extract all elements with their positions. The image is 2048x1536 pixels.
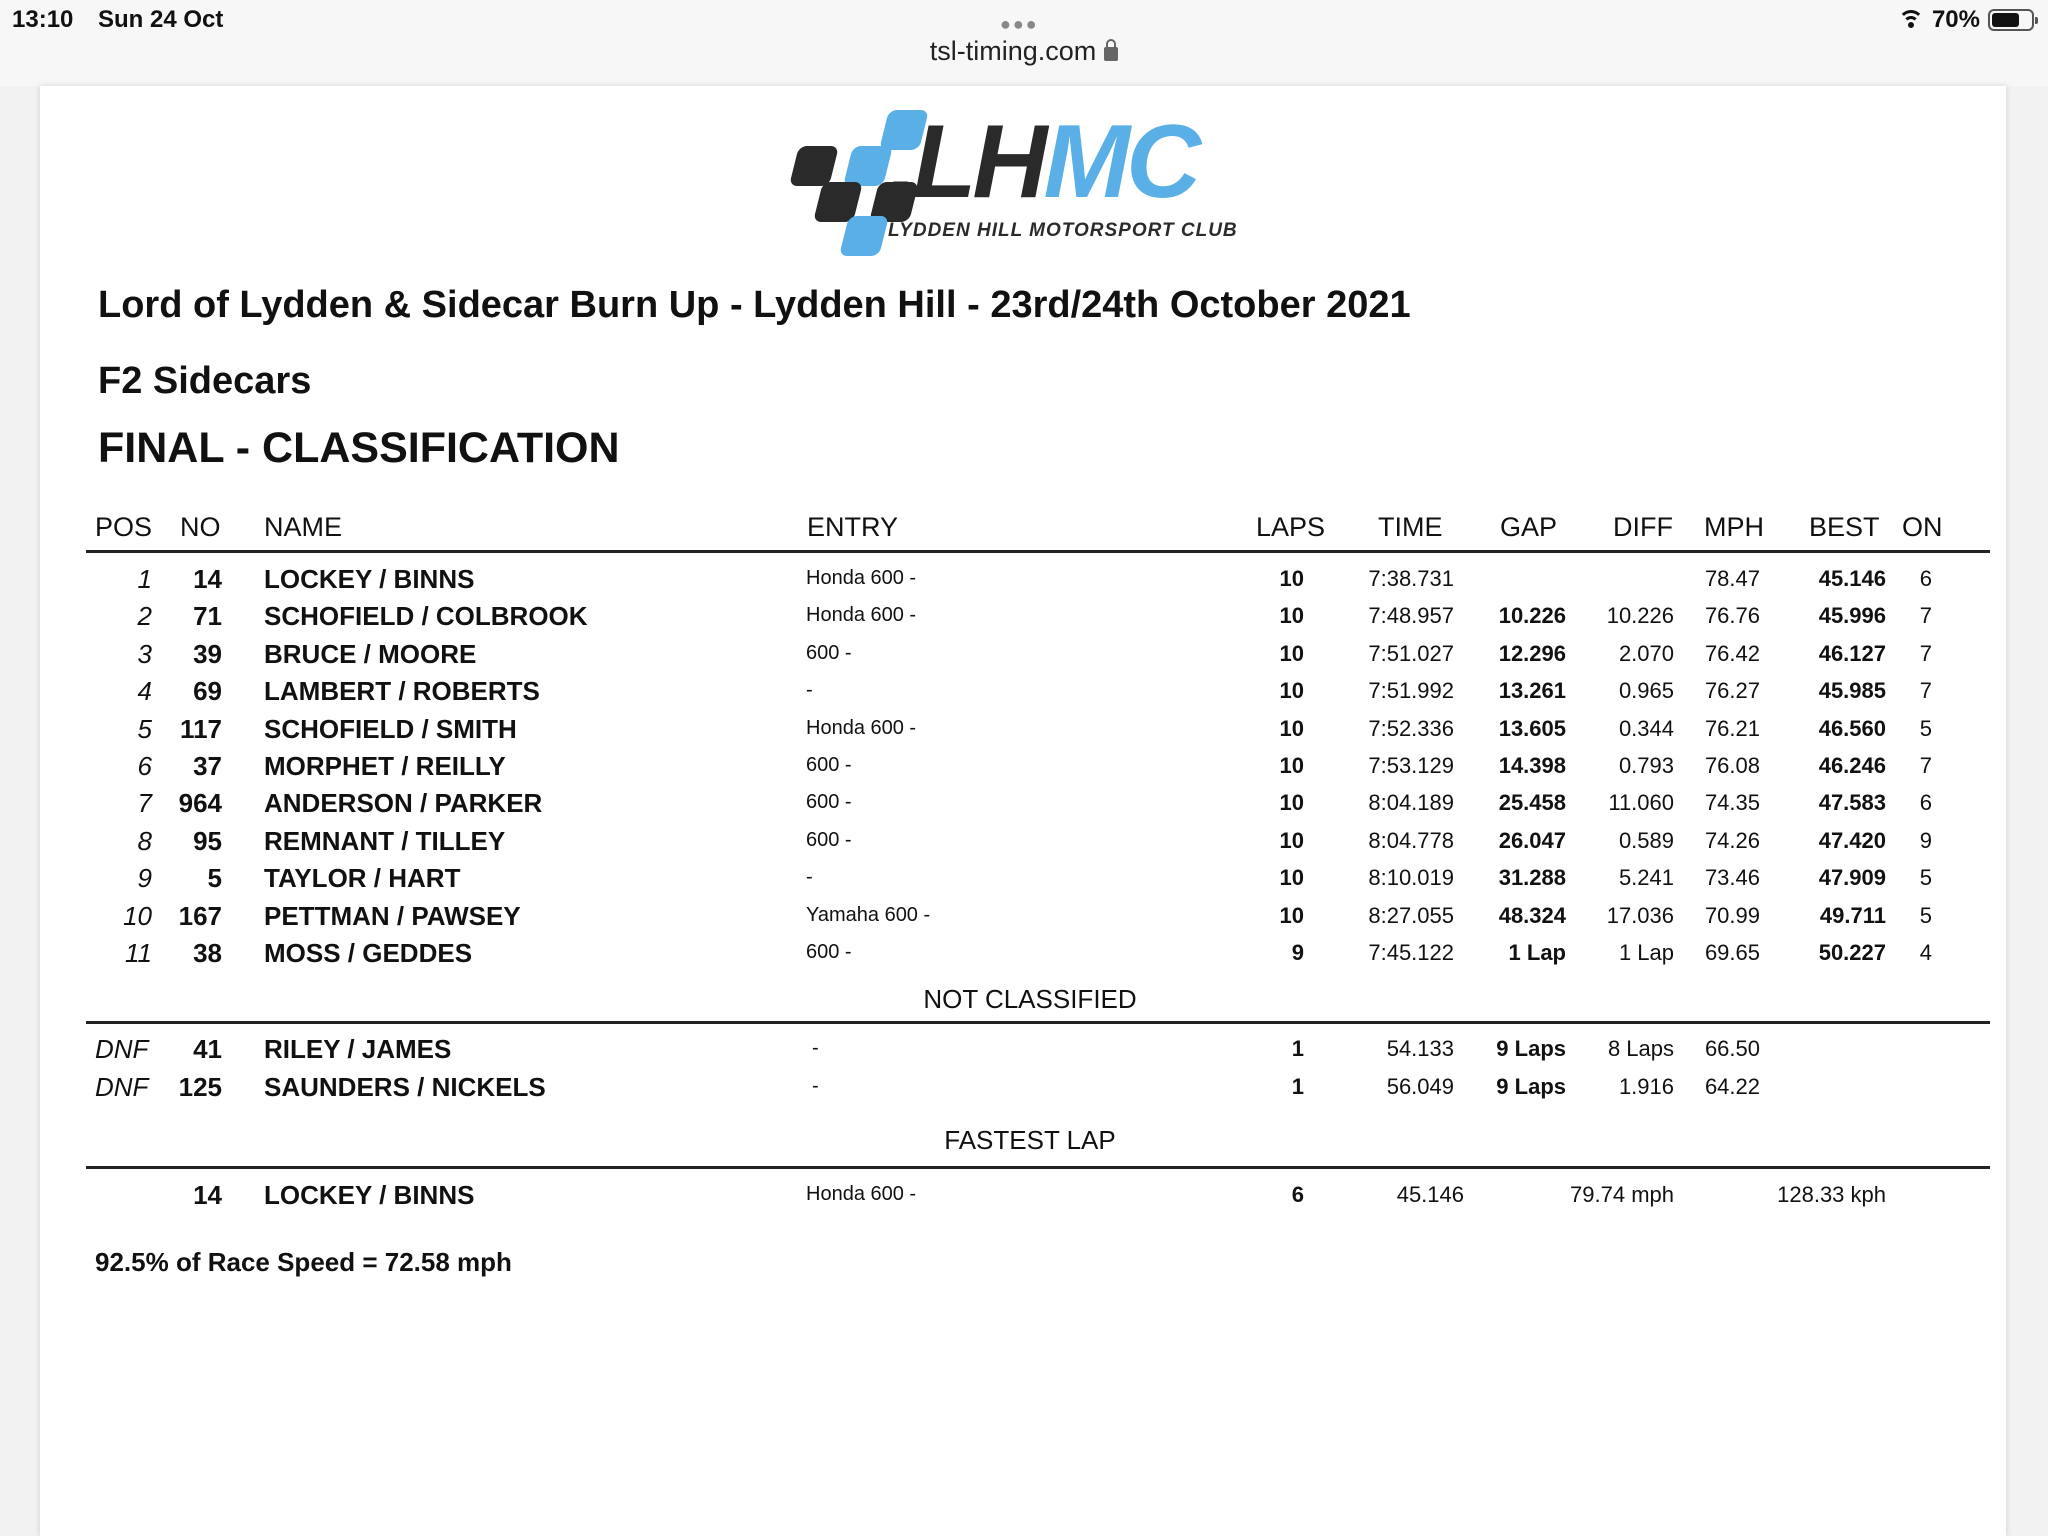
- class-title: F2 Sidecars: [98, 360, 312, 402]
- laps: 1: [1291, 1073, 1304, 1099]
- crew-name: MOSS / GEDDES: [264, 938, 473, 968]
- best-lap: 45.985: [1818, 678, 1886, 704]
- car-number: 95: [193, 825, 222, 856]
- laps: 10: [1279, 753, 1304, 778]
- mph: 73.46: [1704, 865, 1760, 891]
- battery-icon: [1988, 9, 2034, 31]
- position: 10: [123, 900, 152, 931]
- mph: 76.42: [1704, 640, 1760, 666]
- crew-name: LAMBERT / ROBERTS: [264, 676, 540, 707]
- logo-square: [843, 146, 893, 186]
- lap-time: 45.146: [1396, 1182, 1464, 1207]
- gap: 1 Lap: [1508, 940, 1566, 965]
- best-lap: 50.227: [1818, 940, 1886, 965]
- position: 1: [137, 564, 152, 594]
- clock: 13:10: [12, 6, 74, 33]
- crew-name: PETTMAN / PAWSEY: [264, 900, 521, 931]
- laps: 10: [1279, 902, 1304, 928]
- car-number: 38: [193, 938, 222, 968]
- mph: 70.99: [1704, 902, 1760, 928]
- race-time: 7:38.731: [1368, 566, 1454, 591]
- car-number: 5: [207, 863, 222, 894]
- col-header-on: ON: [1902, 512, 1943, 542]
- gap: 13.261: [1498, 678, 1566, 704]
- gap: 48.324: [1498, 902, 1566, 928]
- col-header-laps: LAPS: [1256, 512, 1326, 542]
- race-time: 8:04.778: [1368, 827, 1454, 853]
- diff: 10.226: [1606, 603, 1674, 629]
- best-on-lap: 7: [1919, 640, 1932, 666]
- entry: 600 -: [806, 828, 852, 851]
- gap: 12.296: [1498, 640, 1566, 666]
- col-header-no: NO: [180, 512, 221, 542]
- lap-speed-kph: 128.33 kph: [1777, 1182, 1886, 1207]
- position: 3: [137, 638, 152, 669]
- entry: -: [806, 679, 813, 702]
- race-time: 8:10.019: [1368, 865, 1454, 891]
- col-header-pos: POS: [95, 512, 153, 542]
- race-time: 7:53.129: [1368, 753, 1454, 778]
- best-on-lap: 5: [1919, 902, 1932, 928]
- entry: 600 -: [806, 754, 852, 776]
- laps: 9: [1291, 940, 1304, 965]
- mph: 64.22: [1704, 1073, 1760, 1099]
- mph: 76.76: [1704, 603, 1760, 629]
- position: 8: [137, 825, 152, 856]
- entry: -: [812, 1037, 819, 1059]
- car-number: 167: [178, 900, 222, 931]
- mph: 78.47: [1704, 566, 1760, 591]
- laps: 10: [1279, 715, 1304, 741]
- laps: 10: [1279, 678, 1304, 704]
- event-title: Lord of Lydden & Sidecar Burn Up - Lydden Hill - 23rd/24th October 2021: [98, 284, 1411, 326]
- gap: 13.605: [1498, 715, 1566, 741]
- mph: 76.08: [1704, 753, 1760, 778]
- mph: 76.27: [1704, 678, 1760, 704]
- diff: 0.589: [1618, 827, 1674, 853]
- crew-name: LOCKEY / BINNS: [264, 1180, 475, 1210]
- best-lap: 47.909: [1818, 865, 1886, 891]
- position: 6: [137, 751, 152, 781]
- best-lap: 47.583: [1818, 790, 1886, 816]
- crew-name: BRUCE / MOORE: [264, 638, 477, 669]
- url-text[interactable]: tsl-timing.com: [929, 36, 1097, 66]
- car-number: 39: [193, 638, 222, 669]
- laps: 10: [1279, 790, 1304, 816]
- lap-speed-mph: 79.74 mph: [1570, 1182, 1674, 1207]
- lock-icon: [1104, 47, 1118, 61]
- col-header-gap: GAP: [1500, 512, 1558, 542]
- diff: 1 Lap: [1618, 940, 1674, 965]
- gap: 14.398: [1498, 753, 1566, 778]
- diff: 17.036: [1606, 902, 1674, 928]
- car-number: 41: [193, 1034, 222, 1064]
- best-on-lap: 6: [1919, 790, 1932, 816]
- gap: 9 Laps: [1496, 1073, 1566, 1099]
- diff: 0.965: [1618, 678, 1674, 704]
- entry: 600 -: [806, 641, 852, 664]
- best-lap: 45.996: [1818, 603, 1886, 629]
- lap-number: 6: [1291, 1182, 1304, 1207]
- session-title: FINAL - CLASSIFICATION: [98, 424, 620, 472]
- entry: -: [812, 1074, 819, 1097]
- car-number: 71: [193, 601, 222, 632]
- date: Sun 24 Oct: [98, 6, 224, 33]
- url-bar[interactable]: [0, 36, 2048, 67]
- diff: 0.793: [1618, 753, 1674, 778]
- col-header-best: BEST: [1809, 512, 1880, 542]
- crew-name: SCHOFIELD / SMITH: [264, 713, 517, 744]
- car-number: 14: [193, 1180, 222, 1210]
- results-page: [40, 86, 2006, 1536]
- crew-name: SAUNDERS / NICKELS: [264, 1071, 546, 1102]
- gap: 31.288: [1498, 865, 1566, 891]
- race-time: 7:51.027: [1368, 640, 1454, 666]
- fastest-lap-title: FASTEST LAP: [944, 1125, 1116, 1155]
- crew-name: REMNANT / TILLEY: [264, 825, 506, 856]
- status-icons: [1898, 6, 2034, 34]
- position: 7: [137, 788, 152, 819]
- lhmc-logo: [788, 104, 1248, 254]
- more-dots-icon[interactable]: ●●●: [1000, 14, 1039, 34]
- col-header-name: NAME: [264, 512, 343, 542]
- not-classified-rule: [86, 1021, 1990, 1024]
- laps: 10: [1279, 603, 1304, 629]
- race-time: 8:27.055: [1368, 902, 1454, 928]
- best-on-lap: 6: [1919, 566, 1932, 591]
- diff: 2.070: [1618, 640, 1674, 666]
- crew-name: ANDERSON / PARKER: [264, 788, 543, 819]
- entry: Honda 600 -: [806, 604, 917, 627]
- battery-fill: [1992, 13, 2019, 27]
- race-time: 56.049: [1386, 1073, 1454, 1099]
- logo-square: [839, 216, 889, 256]
- diff: 5.241: [1618, 865, 1674, 891]
- position: DNF: [95, 1071, 149, 1102]
- position: 5: [137, 713, 152, 744]
- best-on-lap: 7: [1919, 678, 1932, 704]
- race-time: 54.133: [1386, 1036, 1454, 1061]
- race-time: 7:48.957: [1368, 603, 1454, 629]
- logo-wordmark: .LHMC: [888, 104, 1198, 220]
- laps: 10: [1279, 566, 1304, 591]
- entry: Honda 600 -: [806, 567, 917, 589]
- laps: 10: [1279, 640, 1304, 666]
- car-number: 37: [193, 751, 222, 781]
- diff: 8 Laps: [1607, 1036, 1674, 1061]
- best-lap: 46.127: [1818, 640, 1886, 666]
- fastest-lap-rule: [86, 1166, 1990, 1169]
- col-header-mph: MPH: [1704, 512, 1764, 542]
- entry: -: [806, 866, 813, 889]
- diff: 0.344: [1618, 715, 1674, 741]
- header-rule: [86, 550, 1990, 553]
- gap: 9 Laps: [1496, 1036, 1566, 1061]
- logo-square: [789, 146, 839, 186]
- position: DNF: [95, 1034, 149, 1064]
- best-lap: 45.146: [1818, 566, 1886, 591]
- race-time: 7:45.122: [1368, 940, 1454, 965]
- gap: 25.458: [1498, 790, 1566, 816]
- diff: 11.060: [1608, 790, 1674, 816]
- best-lap: 46.246: [1818, 753, 1886, 778]
- entry: 600 -: [806, 941, 852, 963]
- position: 4: [137, 676, 152, 707]
- wifi-icon: [1898, 10, 1924, 30]
- gap: 26.047: [1498, 827, 1566, 853]
- car-number: 14: [193, 564, 222, 594]
- best-on-lap: 5: [1919, 865, 1932, 891]
- entry: Honda 600 -: [806, 1183, 917, 1205]
- not-classified-title: NOT CLASSIFIED: [923, 984, 1137, 1014]
- laps: 10: [1279, 865, 1304, 891]
- best-on-lap: 7: [1919, 603, 1932, 629]
- position: 11: [125, 938, 152, 968]
- gap: 10.226: [1498, 603, 1566, 629]
- diff: 1.916: [1618, 1073, 1674, 1099]
- entry: Honda 600 -: [806, 716, 917, 739]
- car-number: 964: [178, 788, 222, 819]
- car-number: 125: [178, 1071, 222, 1102]
- race-time: 7:51.992: [1368, 678, 1454, 704]
- best-on-lap: 9: [1919, 827, 1932, 853]
- crew-name: MORPHET / REILLY: [264, 751, 506, 781]
- logo-subtitle: LYDDEN HILL MOTORSPORT CLUB: [888, 220, 1238, 241]
- mph: 74.26: [1704, 827, 1760, 853]
- best-on-lap: 4: [1919, 940, 1932, 965]
- best-on-lap: 5: [1919, 715, 1932, 741]
- crew-name: RILEY / JAMES: [264, 1034, 452, 1064]
- laps: 1: [1291, 1036, 1304, 1061]
- crew-name: TAYLOR / HART: [264, 863, 461, 894]
- entry: 600 -: [806, 791, 852, 814]
- crew-name: SCHOFIELD / COLBROOK: [264, 601, 588, 632]
- race-time: 7:52.336: [1368, 715, 1454, 741]
- position: 2: [137, 601, 152, 632]
- best-lap: 46.560: [1818, 715, 1886, 741]
- car-number: 69: [193, 676, 222, 707]
- col-header-diff: DIFF: [1613, 512, 1673, 542]
- best-on-lap: 7: [1919, 753, 1932, 778]
- laps: 10: [1279, 827, 1304, 853]
- col-header-time: TIME: [1378, 512, 1443, 542]
- position: 9: [137, 863, 152, 894]
- mph: 76.21: [1704, 715, 1760, 741]
- best-lap: 47.420: [1818, 827, 1886, 853]
- col-header-entry: ENTRY: [807, 512, 899, 542]
- car-number: 117: [180, 713, 222, 744]
- best-lap: 49.711: [1819, 902, 1886, 928]
- race-speed-footnote: 92.5% of Race Speed = 72.58 mph: [95, 1247, 512, 1277]
- crew-name: LOCKEY / BINNS: [264, 564, 475, 594]
- race-time: 8:04.189: [1368, 790, 1454, 816]
- mph: 74.35: [1704, 790, 1760, 816]
- battery-percent: 70%: [1931, 6, 1980, 33]
- mph: 69.65: [1704, 940, 1760, 965]
- entry: Yamaha 600 -: [806, 903, 931, 926]
- mph: 66.50: [1704, 1036, 1760, 1061]
- status-bar: [0, 0, 2048, 86]
